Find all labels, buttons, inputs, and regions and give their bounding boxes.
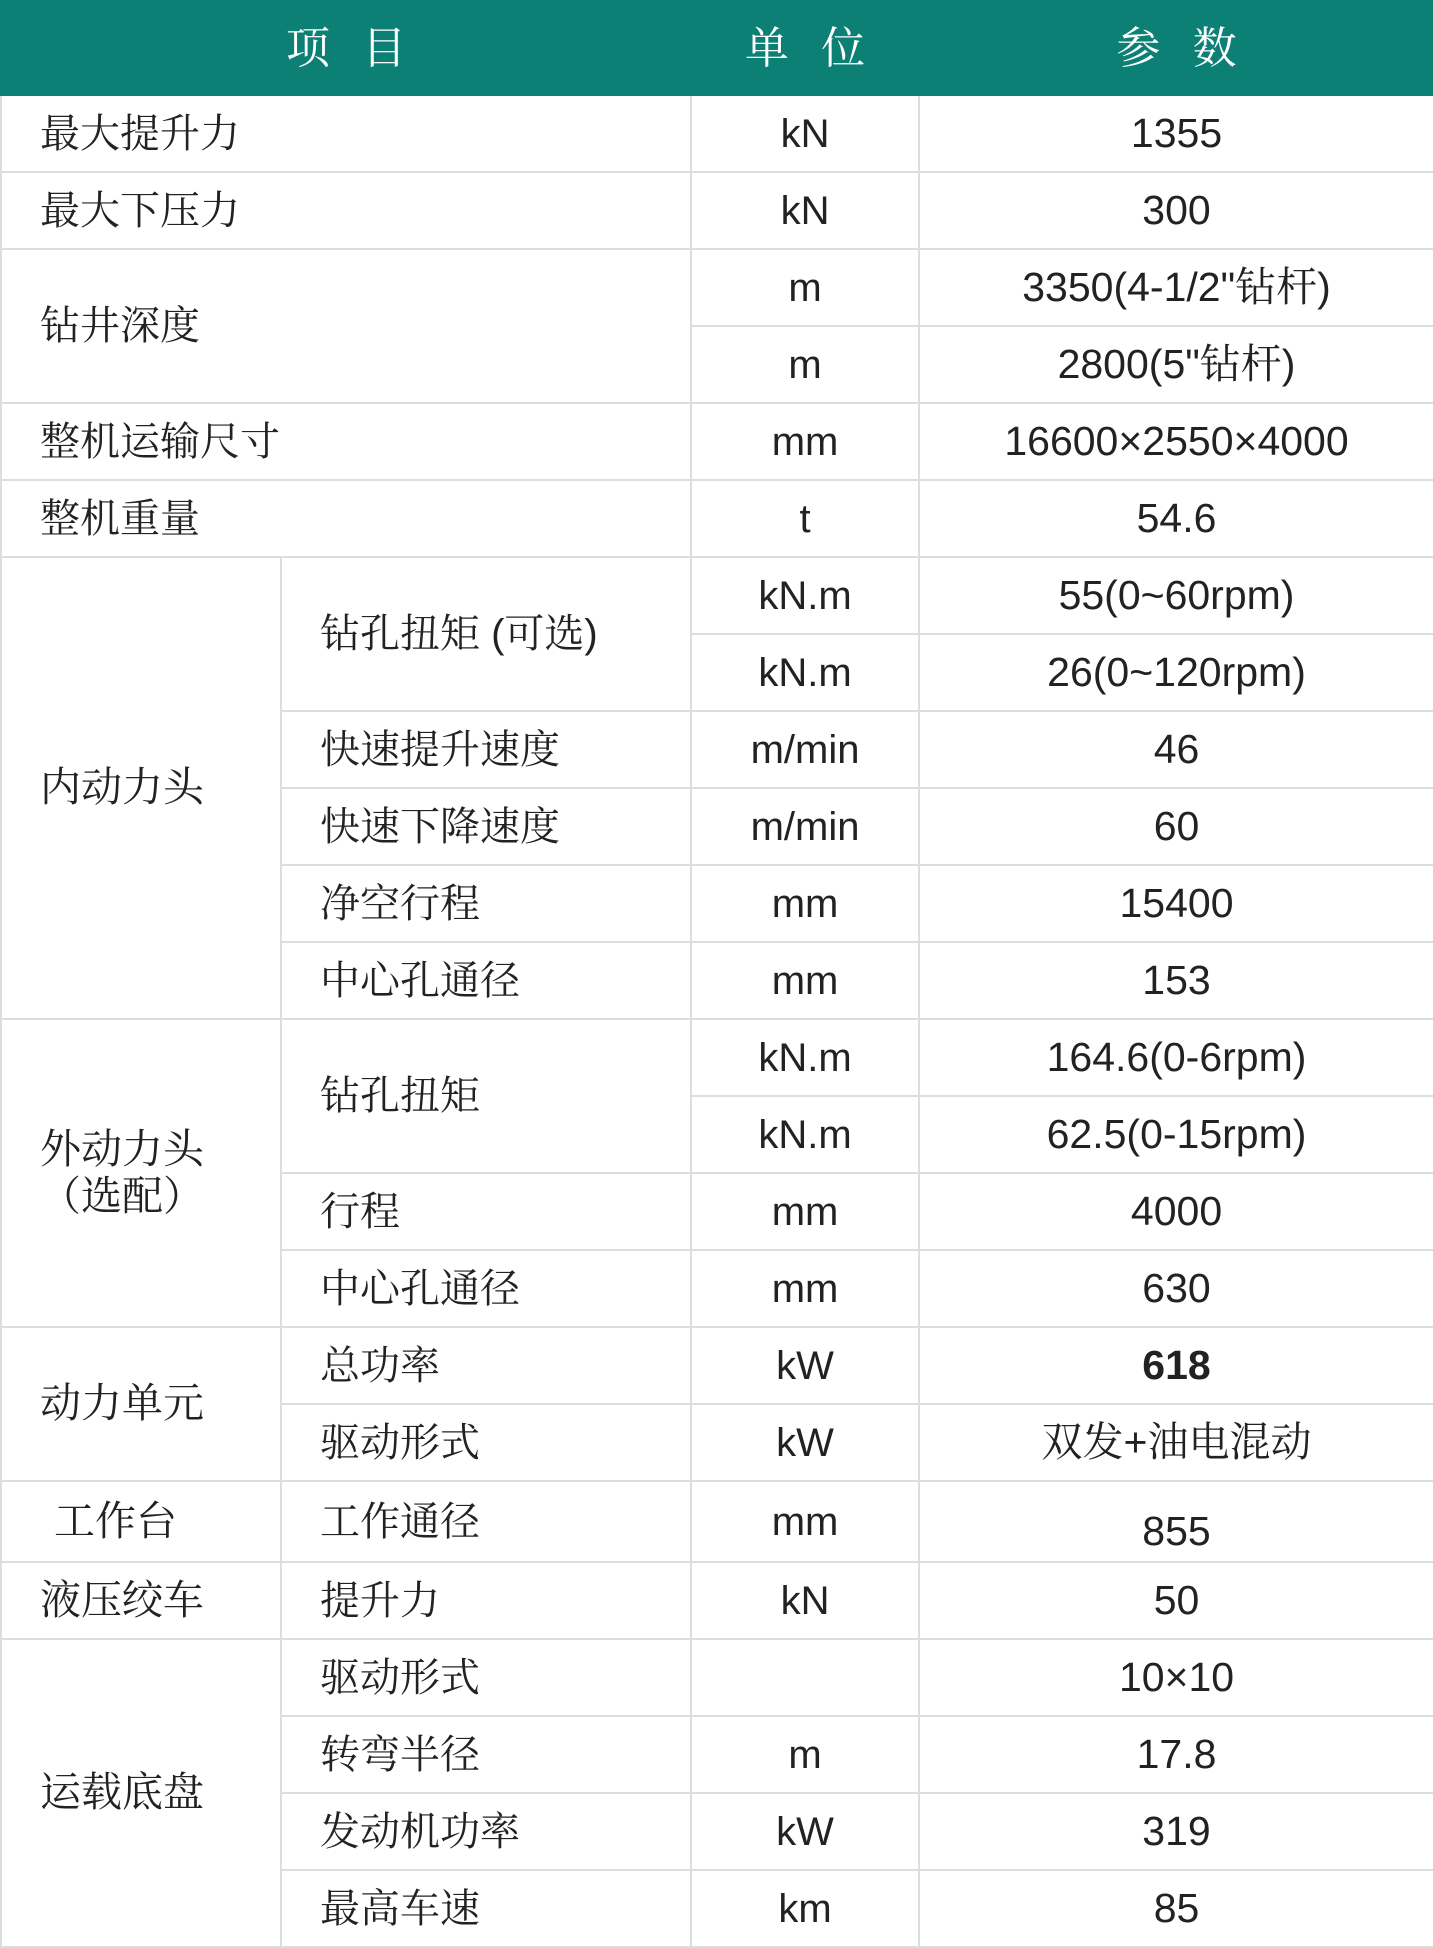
table-row <box>1 1327 1433 1404</box>
header-row <box>1 1 1433 95</box>
row-item: 中心孔通径 <box>281 942 691 1019</box>
header-label-item: 项 目 <box>285 23 417 73</box>
row-value: 3350(4-1/2"钻杆) <box>919 249 1433 326</box>
table-row <box>1 172 1433 249</box>
table-row <box>1 1562 1433 1639</box>
row-value: 855 <box>919 1481 1433 1562</box>
table-row <box>1 403 1433 480</box>
row-unit: kW <box>691 1793 919 1870</box>
row-unit: m/min <box>691 711 919 788</box>
table-row <box>1 95 1433 172</box>
row-value: 26(0~120rpm) <box>919 634 1433 711</box>
row-value: 60 <box>919 788 1433 865</box>
row-unit: t <box>691 480 919 557</box>
row-unit <box>691 1639 919 1716</box>
row-group-carrier-chassis: 运载底盘 <box>1 1639 281 1947</box>
row-item: 净空行程 <box>281 865 691 942</box>
table-row <box>1 480 1433 557</box>
row-item: 转弯半径 <box>281 1716 691 1793</box>
table-header <box>1 1 1433 95</box>
row-unit: kN <box>691 95 919 172</box>
row-unit: km <box>691 1870 919 1947</box>
row-unit: kN.m <box>691 1096 919 1173</box>
row-item: 发动机功率 <box>281 1793 691 1870</box>
header-cell-unit <box>691 1 919 95</box>
row-unit: kN.m <box>691 557 919 634</box>
row-unit: mm <box>691 1481 919 1562</box>
header-cell-value <box>919 1 1433 95</box>
table-row <box>1 1481 1433 1562</box>
row-unit: mm <box>691 1250 919 1327</box>
row-unit: mm <box>691 1173 919 1250</box>
row-unit: kW <box>691 1404 919 1481</box>
row-item: 钻孔扭矩 (可选) <box>281 557 691 711</box>
row-value: 10×10 <box>919 1639 1433 1716</box>
row-unit: mm <box>691 865 919 942</box>
row-value: 54.6 <box>919 480 1433 557</box>
row-group-power-unit: 动力单元 <box>1 1327 281 1481</box>
row-unit: m <box>691 249 919 326</box>
table-row <box>1 1639 1433 1716</box>
table-row <box>1 249 1433 326</box>
row-value: 50 <box>919 1562 1433 1639</box>
row-group-outer-power-head <box>1 1019 281 1327</box>
row-unit: m <box>691 326 919 403</box>
row-item: 中心孔通径 <box>281 1250 691 1327</box>
row-value: 153 <box>919 942 1433 1019</box>
row-value: 55(0~60rpm) <box>919 557 1433 634</box>
row-item: 整机运输尺寸 <box>1 403 691 480</box>
row-value: 双发+油电混动 <box>919 1404 1433 1481</box>
group-label-line2: （选配） <box>40 1173 204 1219</box>
row-unit: kN <box>691 172 919 249</box>
row-unit: kN.m <box>691 634 919 711</box>
row-value: 15400 <box>919 865 1433 942</box>
row-item: 钻孔扭矩 <box>281 1019 691 1173</box>
row-item: 驱动形式 <box>281 1639 691 1716</box>
row-value: 46 <box>919 711 1433 788</box>
row-value: 2800(5"钻杆) <box>919 326 1433 403</box>
table-body <box>1 95 1433 1947</box>
row-value: 4000 <box>919 1173 1433 1250</box>
row-unit: kN <box>691 1562 919 1639</box>
table-row <box>1 557 1433 634</box>
row-item: 快速下降速度 <box>281 788 691 865</box>
row-item: 提升力 <box>281 1562 691 1639</box>
row-item: 最大下压力 <box>1 172 691 249</box>
row-value: 16600×2550×4000 <box>919 403 1433 480</box>
row-unit: m <box>691 1716 919 1793</box>
row-group-drill-depth: 钻井深度 <box>1 249 691 403</box>
row-item: 整机重量 <box>1 480 691 557</box>
row-item: 最大提升力 <box>1 95 691 172</box>
row-value: 164.6(0-6rpm) <box>919 1019 1433 1096</box>
header-label-value: 参 数 <box>1116 23 1247 73</box>
row-group-hydraulic-winch: 液压绞车 <box>1 1562 281 1639</box>
row-value: 17.8 <box>919 1716 1433 1793</box>
row-item: 最高车速 <box>281 1870 691 1947</box>
row-value: 618 <box>919 1327 1433 1404</box>
row-unit: m/min <box>691 788 919 865</box>
row-value: 630 <box>919 1250 1433 1327</box>
row-group-work-table: 工作台 <box>1 1481 281 1562</box>
row-value: 85 <box>919 1870 1433 1947</box>
row-group-inner-power-head: 内动力头 <box>1 557 281 1019</box>
row-unit: mm <box>691 942 919 1019</box>
header-cell-item <box>1 1 691 95</box>
header-label-unit: 单 位 <box>744 23 876 73</box>
row-item: 总功率 <box>281 1327 691 1404</box>
row-unit: mm <box>691 403 919 480</box>
row-value: 62.5(0-15rpm) <box>919 1096 1433 1173</box>
row-value: 1355 <box>919 95 1433 172</box>
row-unit: kW <box>691 1327 919 1404</box>
row-item: 快速提升速度 <box>281 711 691 788</box>
row-value: 300 <box>919 172 1433 249</box>
row-item: 工作通径 <box>281 1481 691 1562</box>
table-row <box>1 1019 1433 1096</box>
row-unit: kN.m <box>691 1019 919 1096</box>
group-label-line1: 外动力头 <box>40 1125 204 1172</box>
row-value: 319 <box>919 1793 1433 1870</box>
row-item: 行程 <box>281 1173 691 1250</box>
row-item: 驱动形式 <box>281 1404 691 1481</box>
